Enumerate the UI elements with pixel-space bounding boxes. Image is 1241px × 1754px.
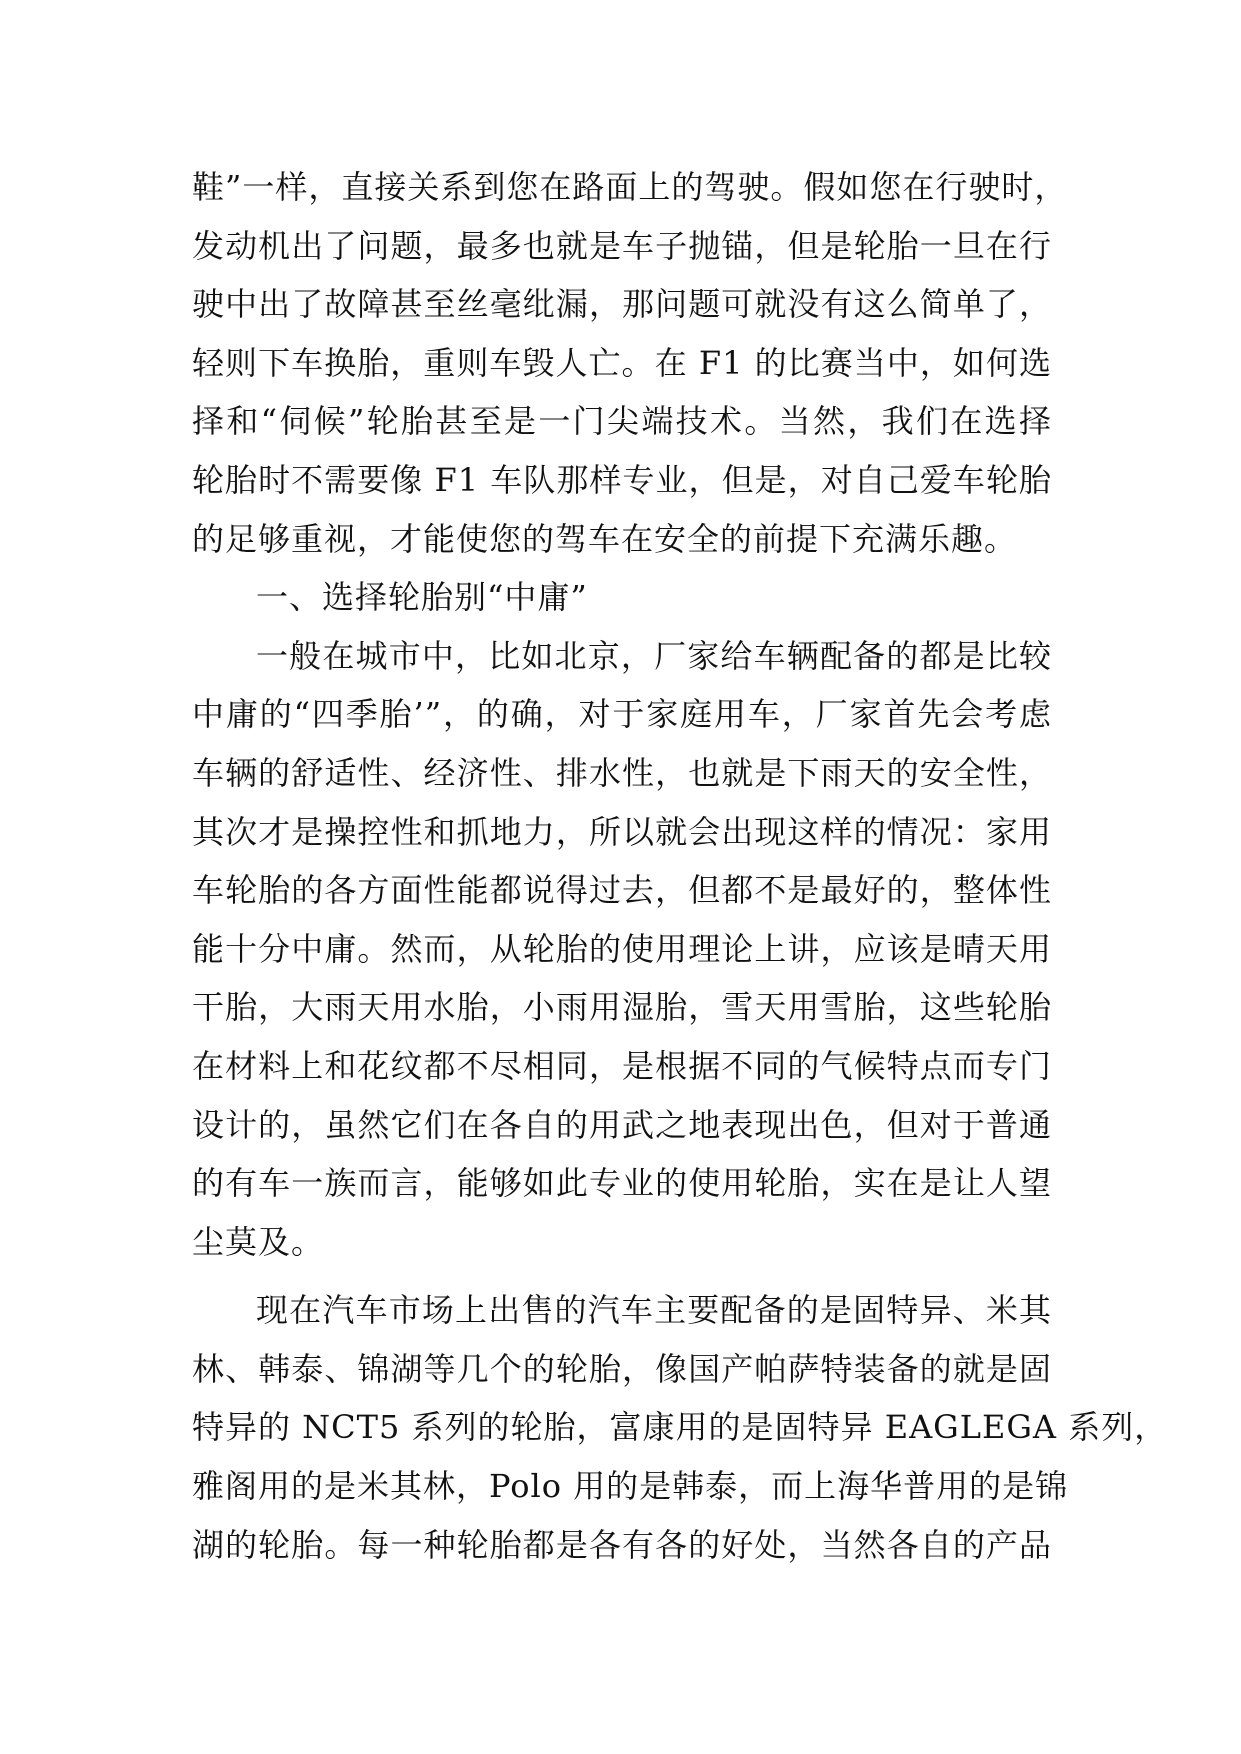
text-line: 鞋”一样，直接关系到您在路面上的驾驶。假如您在行驶时， <box>192 168 1068 206</box>
text-line: 干胎，大雨天用水胎，小雨用湿胎，雪天用雪胎，这些轮胎 <box>192 988 1052 1027</box>
text-line: 车辆的舒适性、经济性、排水性，也就是下雨天的安全性， <box>192 753 1052 792</box>
paragraph-spacer <box>192 1271 1052 1281</box>
text-line: 车轮胎的各方面性能都说得过去，但都不是最好的，整体性 <box>192 871 1052 910</box>
text-line: 能十分中庸。然而，从轮胎的使用理论上讲，应该是晴天用 <box>192 929 1052 968</box>
text-line: 其次才是操控性和抓地力，所以就会出现这样的情况：家用 <box>192 812 1052 851</box>
text-line: 林、韩泰、锦湖等几个的轮胎，像国产帕萨特装备的就是固 <box>192 1349 1052 1388</box>
text-line: 轮胎时不需要像 F1 车队那样专业，但是，对自己爱车轮胎 <box>192 460 1052 499</box>
text-line: 的有车一族而言，能够如此专业的使用轮胎，实在是让人望 <box>192 1164 1052 1203</box>
text-line: 现在汽车市场上出售的汽车主要配备的是固特异、米其 <box>256 1291 1052 1330</box>
text-line: 特异的 NCT5 系列的轮胎，富康用的是固特异 EAGLEGA 系列， <box>192 1408 1168 1447</box>
text-line: 轻则下车换胎，重则车毁人亡。在 F1 的比赛当中，如何选 <box>192 343 1052 382</box>
document-body <box>192 158 1168 1574</box>
text-line: 湖的轮胎。每一种轮胎都是各有各的好处，当然各自的产品 <box>192 1525 1052 1564</box>
paragraph <box>192 158 1068 568</box>
paragraph <box>192 1281 1168 1574</box>
text-line: 尘莫及。 <box>192 1222 325 1261</box>
text-line: 一般在城市中，比如北京，厂家给车辆配备的都是比较 <box>256 636 1052 675</box>
paragraph <box>192 627 1052 1272</box>
text-line: 的足够重视，才能使您的驾车在安全的前提下充满乐趣。 <box>192 519 1018 558</box>
text-line: 在材料上和花纹都不尽相同，是根据不同的气候特点而专门 <box>192 1046 1052 1085</box>
text-line: 发动机出了问题，最多也就是车子抛锚，但是轮胎一旦在行 <box>192 226 1052 265</box>
text-line: 设计的，虽然它们在各自的用武之地表现出色，但对于普通 <box>192 1105 1052 1144</box>
text-line: 驶中出了故障甚至丝毫纰漏，那问题可就没有这么简单了， <box>192 285 1052 324</box>
section-heading: 一、选择轮胎别“中庸” <box>256 578 588 617</box>
text-line: 择和“伺候”轮胎甚至是一门尖端技术。当然，我们在选择 <box>192 402 1052 441</box>
text-line: 雅阁用的是米其林，Polo 用的是韩泰，而上海华普用的是锦 <box>192 1467 1069 1506</box>
text-line: 中庸的“四季胎’”，的确，对于家庭用车，厂家首先会考虑 <box>192 695 1052 734</box>
